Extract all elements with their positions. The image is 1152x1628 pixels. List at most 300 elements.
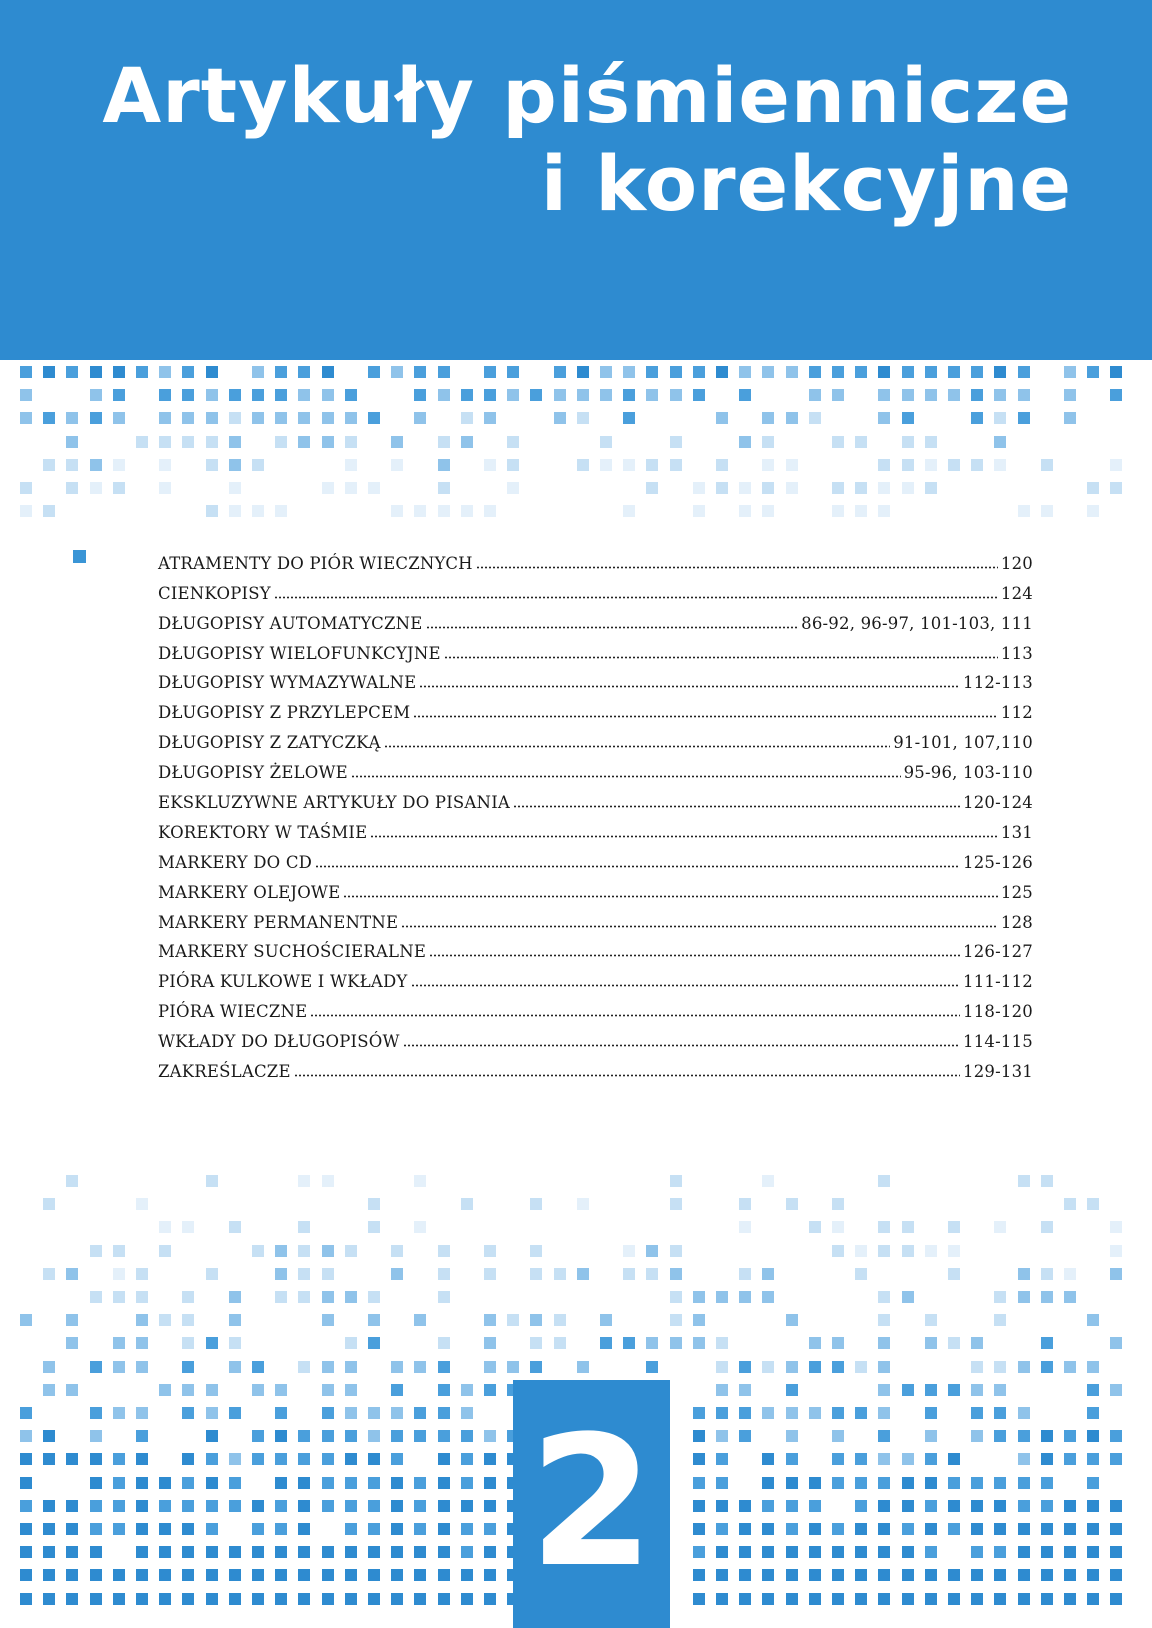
mosaic-square — [159, 459, 171, 471]
mosaic-square — [994, 459, 1006, 471]
mosaic-square — [878, 1546, 890, 1558]
mosaic-square — [1064, 389, 1076, 401]
mosaic-square — [1110, 1453, 1122, 1465]
mosaic-square — [438, 436, 450, 448]
mosaic-square — [43, 459, 55, 471]
mosaic-square — [646, 389, 658, 401]
mosaic-square — [507, 482, 519, 494]
mosaic-square — [113, 412, 125, 424]
mosaic-square — [716, 1546, 728, 1558]
mosaic-square — [1110, 1523, 1122, 1535]
mosaic-square — [855, 1546, 867, 1558]
mosaic-square — [322, 1546, 334, 1558]
mosaic-square — [136, 1198, 148, 1210]
mosaic-square — [809, 1500, 821, 1512]
mosaic-square — [345, 1546, 357, 1558]
mosaic-square — [43, 412, 55, 424]
mosaic-square — [461, 412, 473, 424]
mosaic-square — [762, 1593, 774, 1605]
mosaic-square — [1110, 366, 1122, 378]
mosaic-square — [252, 1361, 264, 1373]
mosaic-square — [484, 1569, 496, 1581]
mosaic-square — [368, 1198, 380, 1210]
mosaic-square — [229, 1337, 241, 1349]
mosaic-square — [484, 1361, 496, 1373]
mosaic-square — [994, 1291, 1006, 1303]
mosaic-square — [438, 1477, 450, 1489]
mosaic-square — [693, 505, 705, 517]
mosaic-square — [391, 1500, 403, 1512]
mosaic-square — [43, 1430, 55, 1442]
mosaic-square — [206, 1430, 218, 1442]
mosaic-square — [275, 366, 287, 378]
mosaic-square — [275, 436, 287, 448]
dot-leader — [513, 793, 960, 808]
mosaic-square — [90, 459, 102, 471]
mosaic-square — [832, 505, 844, 517]
mosaic-square — [66, 459, 78, 471]
mosaic-square — [461, 436, 473, 448]
mosaic-square — [438, 1430, 450, 1442]
mosaic-square — [414, 1361, 426, 1373]
mosaic-square — [322, 1361, 334, 1373]
mosaic-square — [43, 505, 55, 517]
mosaic-square — [275, 1430, 287, 1442]
mosaic-square — [878, 1314, 890, 1326]
mosaic-square — [43, 1268, 55, 1280]
mosaic-square — [716, 1430, 728, 1442]
mosaic-square — [971, 1384, 983, 1396]
mosaic-square — [136, 1569, 148, 1581]
mosaic-square — [1087, 1430, 1099, 1442]
mosaic-square — [1041, 1337, 1053, 1349]
mosaic-square — [1041, 505, 1053, 517]
dot-leader — [426, 614, 799, 629]
mosaic-square — [90, 366, 102, 378]
mosaic-square — [902, 1291, 914, 1303]
mosaic-square — [275, 1268, 287, 1280]
mosaic-square — [159, 1523, 171, 1535]
mosaic-square — [136, 1453, 148, 1465]
mosaic-square — [902, 366, 914, 378]
mosaic-square — [438, 505, 450, 517]
mosaic-square — [90, 1453, 102, 1465]
mosaic-square — [252, 1569, 264, 1581]
mosaic-square — [461, 1500, 473, 1512]
mosaic-square — [1087, 1453, 1099, 1465]
toc-row — [158, 752, 1033, 782]
mosaic-square — [368, 1337, 380, 1349]
mosaic-square — [1110, 482, 1122, 494]
mosaic-square — [90, 1593, 102, 1605]
mosaic-square — [159, 1221, 171, 1233]
toc-row — [158, 692, 1033, 722]
mosaic-square — [925, 1500, 937, 1512]
toc-label: MARKERY OLEJOWE — [158, 882, 341, 902]
mosaic-square — [438, 1361, 450, 1373]
mosaic-square — [20, 1500, 32, 1512]
mosaic-square — [1064, 1430, 1076, 1442]
toc-label: DŁUGOPISY ŻELOWE — [158, 763, 348, 783]
mosaic-square — [484, 1453, 496, 1465]
mosaic-square — [182, 1453, 194, 1465]
mosaic-square — [670, 366, 682, 378]
mosaic-square — [716, 1384, 728, 1396]
dot-leader — [429, 942, 960, 957]
mosaic-square — [484, 1593, 496, 1605]
mosaic-square — [229, 1477, 241, 1489]
toc-label: MARKERY DO CD — [158, 852, 313, 872]
mosaic-square — [159, 1245, 171, 1257]
mosaic-square — [925, 366, 937, 378]
mosaic-square — [646, 1361, 658, 1373]
toc-pages: 128 — [1000, 912, 1033, 932]
mosaic-square — [322, 1407, 334, 1419]
mosaic-square — [948, 1500, 960, 1512]
toc-pages: 126-127 — [963, 942, 1033, 962]
mosaic-square — [206, 1569, 218, 1581]
mosaic-square — [206, 389, 218, 401]
mosaic-square — [739, 1430, 751, 1442]
mosaic-square — [925, 1314, 937, 1326]
mosaic-square — [275, 1291, 287, 1303]
mosaic-square — [1087, 1477, 1099, 1489]
mosaic-square — [113, 1477, 125, 1489]
mosaic-square — [994, 1477, 1006, 1489]
mosaic-square — [182, 1593, 194, 1605]
mosaic-square — [438, 1453, 450, 1465]
mosaic-square — [948, 1477, 960, 1489]
mosaic-square — [66, 1453, 78, 1465]
toc-pages: 111-112 — [963, 972, 1033, 992]
mosaic-square — [229, 1291, 241, 1303]
mosaic-square — [971, 1593, 983, 1605]
mosaic-square — [878, 1407, 890, 1419]
mosaic-square — [530, 1337, 542, 1349]
mosaic-square — [530, 1245, 542, 1257]
mosaic-square — [902, 436, 914, 448]
mosaic-square — [66, 1593, 78, 1605]
mosaic-square — [484, 412, 496, 424]
mosaic-square — [600, 436, 612, 448]
toc-row — [158, 543, 1033, 573]
mosaic-square — [902, 389, 914, 401]
mosaic-square — [786, 482, 798, 494]
mosaic-square — [1018, 1523, 1030, 1535]
mosaic-square — [182, 1407, 194, 1419]
mosaic-square — [716, 1337, 728, 1349]
mosaic-square — [577, 389, 589, 401]
mosaic-square — [206, 1477, 218, 1489]
dot-leader — [413, 703, 998, 718]
mosaic-square — [1018, 1546, 1030, 1558]
mosaic-square — [229, 505, 241, 517]
mosaic-square — [577, 459, 589, 471]
mosaic-square — [66, 1569, 78, 1581]
mosaic-square — [762, 412, 774, 424]
mosaic-square — [298, 1593, 310, 1605]
mosaic-square — [322, 1430, 334, 1442]
mosaic-square — [646, 1268, 658, 1280]
mosaic-square — [43, 1523, 55, 1535]
mosaic-square — [693, 1593, 705, 1605]
mosaic-square — [925, 1430, 937, 1442]
mosaic-square — [229, 1593, 241, 1605]
mosaic-square — [345, 459, 357, 471]
toc-row — [158, 961, 1033, 991]
mosaic-square — [670, 436, 682, 448]
toc-row — [158, 1021, 1033, 1051]
mosaic-square — [739, 1198, 751, 1210]
mosaic-square — [391, 1268, 403, 1280]
mosaic-square — [554, 1337, 566, 1349]
mosaic-square — [298, 1500, 310, 1512]
mosaic-square — [855, 1569, 867, 1581]
mosaic-square — [43, 1569, 55, 1581]
mosaic-square — [345, 1593, 357, 1605]
dot-leader — [274, 584, 998, 599]
mosaic-square — [136, 1291, 148, 1303]
mosaic-square — [438, 482, 450, 494]
mosaic-square — [322, 1593, 334, 1605]
mosaic-square — [90, 1569, 102, 1581]
mosaic-square — [507, 459, 519, 471]
mosaic-square — [345, 1291, 357, 1303]
mosaic-square — [623, 366, 635, 378]
mosaic-square — [20, 1430, 32, 1442]
toc-label: KOREKTORY W TAŚMIE — [158, 822, 368, 842]
mosaic-square — [670, 1314, 682, 1326]
mosaic-square — [206, 412, 218, 424]
mosaic-square — [66, 366, 78, 378]
mosaic-square — [762, 1407, 774, 1419]
mosaic-square — [1041, 1453, 1053, 1465]
mosaic-square — [322, 1245, 334, 1257]
mosaic-square — [786, 1523, 798, 1535]
mosaic-square — [762, 505, 774, 517]
mosaic-square — [1018, 1175, 1030, 1187]
mosaic-square — [461, 1384, 473, 1396]
mosaic-square — [832, 1523, 844, 1535]
mosaic-square — [716, 1523, 728, 1535]
mosaic-square — [809, 1337, 821, 1349]
mosaic-square — [762, 1546, 774, 1558]
mosaic-square — [1087, 1593, 1099, 1605]
mosaic-square — [252, 1245, 264, 1257]
mosaic-square — [90, 1291, 102, 1303]
mosaic-square — [66, 1337, 78, 1349]
mosaic-square — [298, 1291, 310, 1303]
mosaic-square — [275, 1384, 287, 1396]
toc-row — [158, 633, 1033, 663]
mosaic-square — [786, 412, 798, 424]
mosaic-square — [414, 1314, 426, 1326]
dot-leader — [419, 673, 960, 688]
mosaic-square — [786, 1569, 798, 1581]
mosaic-square — [20, 1523, 32, 1535]
mosaic-square — [855, 482, 867, 494]
mosaic-square — [1018, 1593, 1030, 1605]
mosaic-square — [1041, 1291, 1053, 1303]
mosaic-square — [414, 1546, 426, 1558]
mosaic-square — [345, 1523, 357, 1535]
mosaic-square — [206, 436, 218, 448]
mosaic-square — [646, 1337, 658, 1349]
mosaic-square — [600, 459, 612, 471]
mosaic-square — [948, 1593, 960, 1605]
mosaic-square — [368, 1546, 380, 1558]
mosaic-square — [113, 366, 125, 378]
mosaic-square — [484, 1314, 496, 1326]
mosaic-square — [739, 1593, 751, 1605]
mosaic-square — [414, 505, 426, 517]
mosaic-square — [670, 1245, 682, 1257]
mosaic-square — [855, 1500, 867, 1512]
mosaic-square — [159, 1546, 171, 1558]
title-line-2: i korekcyjne — [540, 139, 1072, 228]
mosaic-square — [739, 389, 751, 401]
mosaic-square — [322, 1314, 334, 1326]
mosaic-square — [971, 1477, 983, 1489]
mosaic-square — [670, 459, 682, 471]
mosaic-square — [345, 1453, 357, 1465]
mosaic-square — [971, 1523, 983, 1535]
mosaic-square — [298, 1477, 310, 1489]
mosaic-square — [878, 1361, 890, 1373]
toc-row — [158, 663, 1033, 693]
mosaic-square — [925, 1453, 937, 1465]
mosaic-square — [484, 366, 496, 378]
mosaic-square — [878, 1337, 890, 1349]
mosaic-square — [368, 1500, 380, 1512]
mosaic-square — [507, 436, 519, 448]
mosaic-square — [182, 1291, 194, 1303]
mosaic-square — [391, 1523, 403, 1535]
mosaic-square — [322, 1384, 334, 1396]
mosaic-square — [298, 1221, 310, 1233]
mosaic-square — [994, 1407, 1006, 1419]
mosaic-square — [971, 1569, 983, 1581]
mosaic-square — [322, 389, 334, 401]
mosaic-square — [1110, 1245, 1122, 1257]
mosaic-square — [902, 1593, 914, 1605]
mosaic-square — [948, 1523, 960, 1535]
mosaic-square — [322, 1453, 334, 1465]
mosaic-square — [623, 459, 635, 471]
mosaic-square — [994, 1523, 1006, 1535]
mosaic-square — [1064, 1546, 1076, 1558]
mosaic-square — [902, 1546, 914, 1558]
mosaic-square — [786, 1500, 798, 1512]
mosaic-square — [252, 1453, 264, 1465]
toc-label: EKSKLUZYWNE ARTYKUŁY DO PISANIA — [158, 793, 511, 813]
mosaic-square — [136, 1477, 148, 1489]
toc-label: MARKERY PERMANENTNE — [158, 912, 399, 932]
mosaic-square — [902, 1500, 914, 1512]
mosaic-square — [345, 1500, 357, 1512]
mosaic-square — [832, 1546, 844, 1558]
mosaic-square — [739, 1268, 751, 1280]
mosaic-square — [1041, 1361, 1053, 1373]
mosaic-square — [623, 1245, 635, 1257]
mosaic-square — [368, 1453, 380, 1465]
mosaic-square — [438, 1500, 450, 1512]
mosaic-square — [322, 1500, 334, 1512]
mosaic-square — [275, 1477, 287, 1489]
mosaic-square — [484, 1430, 496, 1442]
mosaic-square — [391, 366, 403, 378]
mosaic-square — [275, 1245, 287, 1257]
mosaic-square — [971, 1500, 983, 1512]
mosaic-square — [739, 366, 751, 378]
mosaic-square — [507, 366, 519, 378]
mosaic-square — [20, 482, 32, 494]
mosaic-square — [786, 1314, 798, 1326]
mosaic-square — [182, 1569, 194, 1581]
mosaic-square — [252, 1500, 264, 1512]
mosaic-square — [878, 1523, 890, 1535]
mosaic-square — [693, 1477, 705, 1489]
mosaic-square — [855, 1453, 867, 1465]
mosaic-square — [693, 366, 705, 378]
mosaic-square — [159, 1384, 171, 1396]
mosaic-square — [530, 1314, 542, 1326]
mosaic-square — [252, 412, 264, 424]
mosaic-square — [1018, 505, 1030, 517]
mosaic-square — [716, 482, 728, 494]
mosaic-square — [252, 389, 264, 401]
mosaic-square — [878, 1221, 890, 1233]
toc-pages: 118-120 — [963, 1002, 1033, 1022]
dot-leader — [411, 972, 961, 987]
mosaic-square — [414, 1175, 426, 1187]
mosaic-square — [786, 1384, 798, 1396]
mosaic-square — [43, 1361, 55, 1373]
mosaic-square — [438, 1546, 450, 1558]
mosaic-square — [90, 1430, 102, 1442]
mosaic-square — [414, 1500, 426, 1512]
mosaic-square — [739, 1407, 751, 1419]
mosaic-square — [693, 1430, 705, 1442]
page-title — [102, 52, 1072, 228]
mosaic-square — [1087, 1407, 1099, 1419]
mosaic-square — [322, 436, 334, 448]
toc-row — [158, 812, 1033, 842]
mosaic-square — [414, 366, 426, 378]
mosaic-square — [762, 1500, 774, 1512]
mosaic-square — [948, 1337, 960, 1349]
mosaic-square — [577, 412, 589, 424]
mosaic-square — [762, 436, 774, 448]
dot-leader — [310, 1002, 960, 1017]
mosaic-square — [878, 1453, 890, 1465]
mosaic-square — [762, 1569, 774, 1581]
mosaic-square — [762, 366, 774, 378]
mosaic-square — [1087, 1314, 1099, 1326]
mosaic-square — [20, 505, 32, 517]
mosaic-square — [855, 1407, 867, 1419]
mosaic-square — [229, 1221, 241, 1233]
mosaic-square — [159, 1477, 171, 1489]
mosaic-square — [878, 505, 890, 517]
toc-pages: 114-115 — [963, 1032, 1033, 1052]
toc-pages: 124 — [1000, 583, 1033, 603]
mosaic-square — [739, 482, 751, 494]
mosaic-square — [461, 1453, 473, 1465]
mosaic-square — [739, 1361, 751, 1373]
mosaic-square — [275, 1407, 287, 1419]
mosaic-square — [1064, 1198, 1076, 1210]
